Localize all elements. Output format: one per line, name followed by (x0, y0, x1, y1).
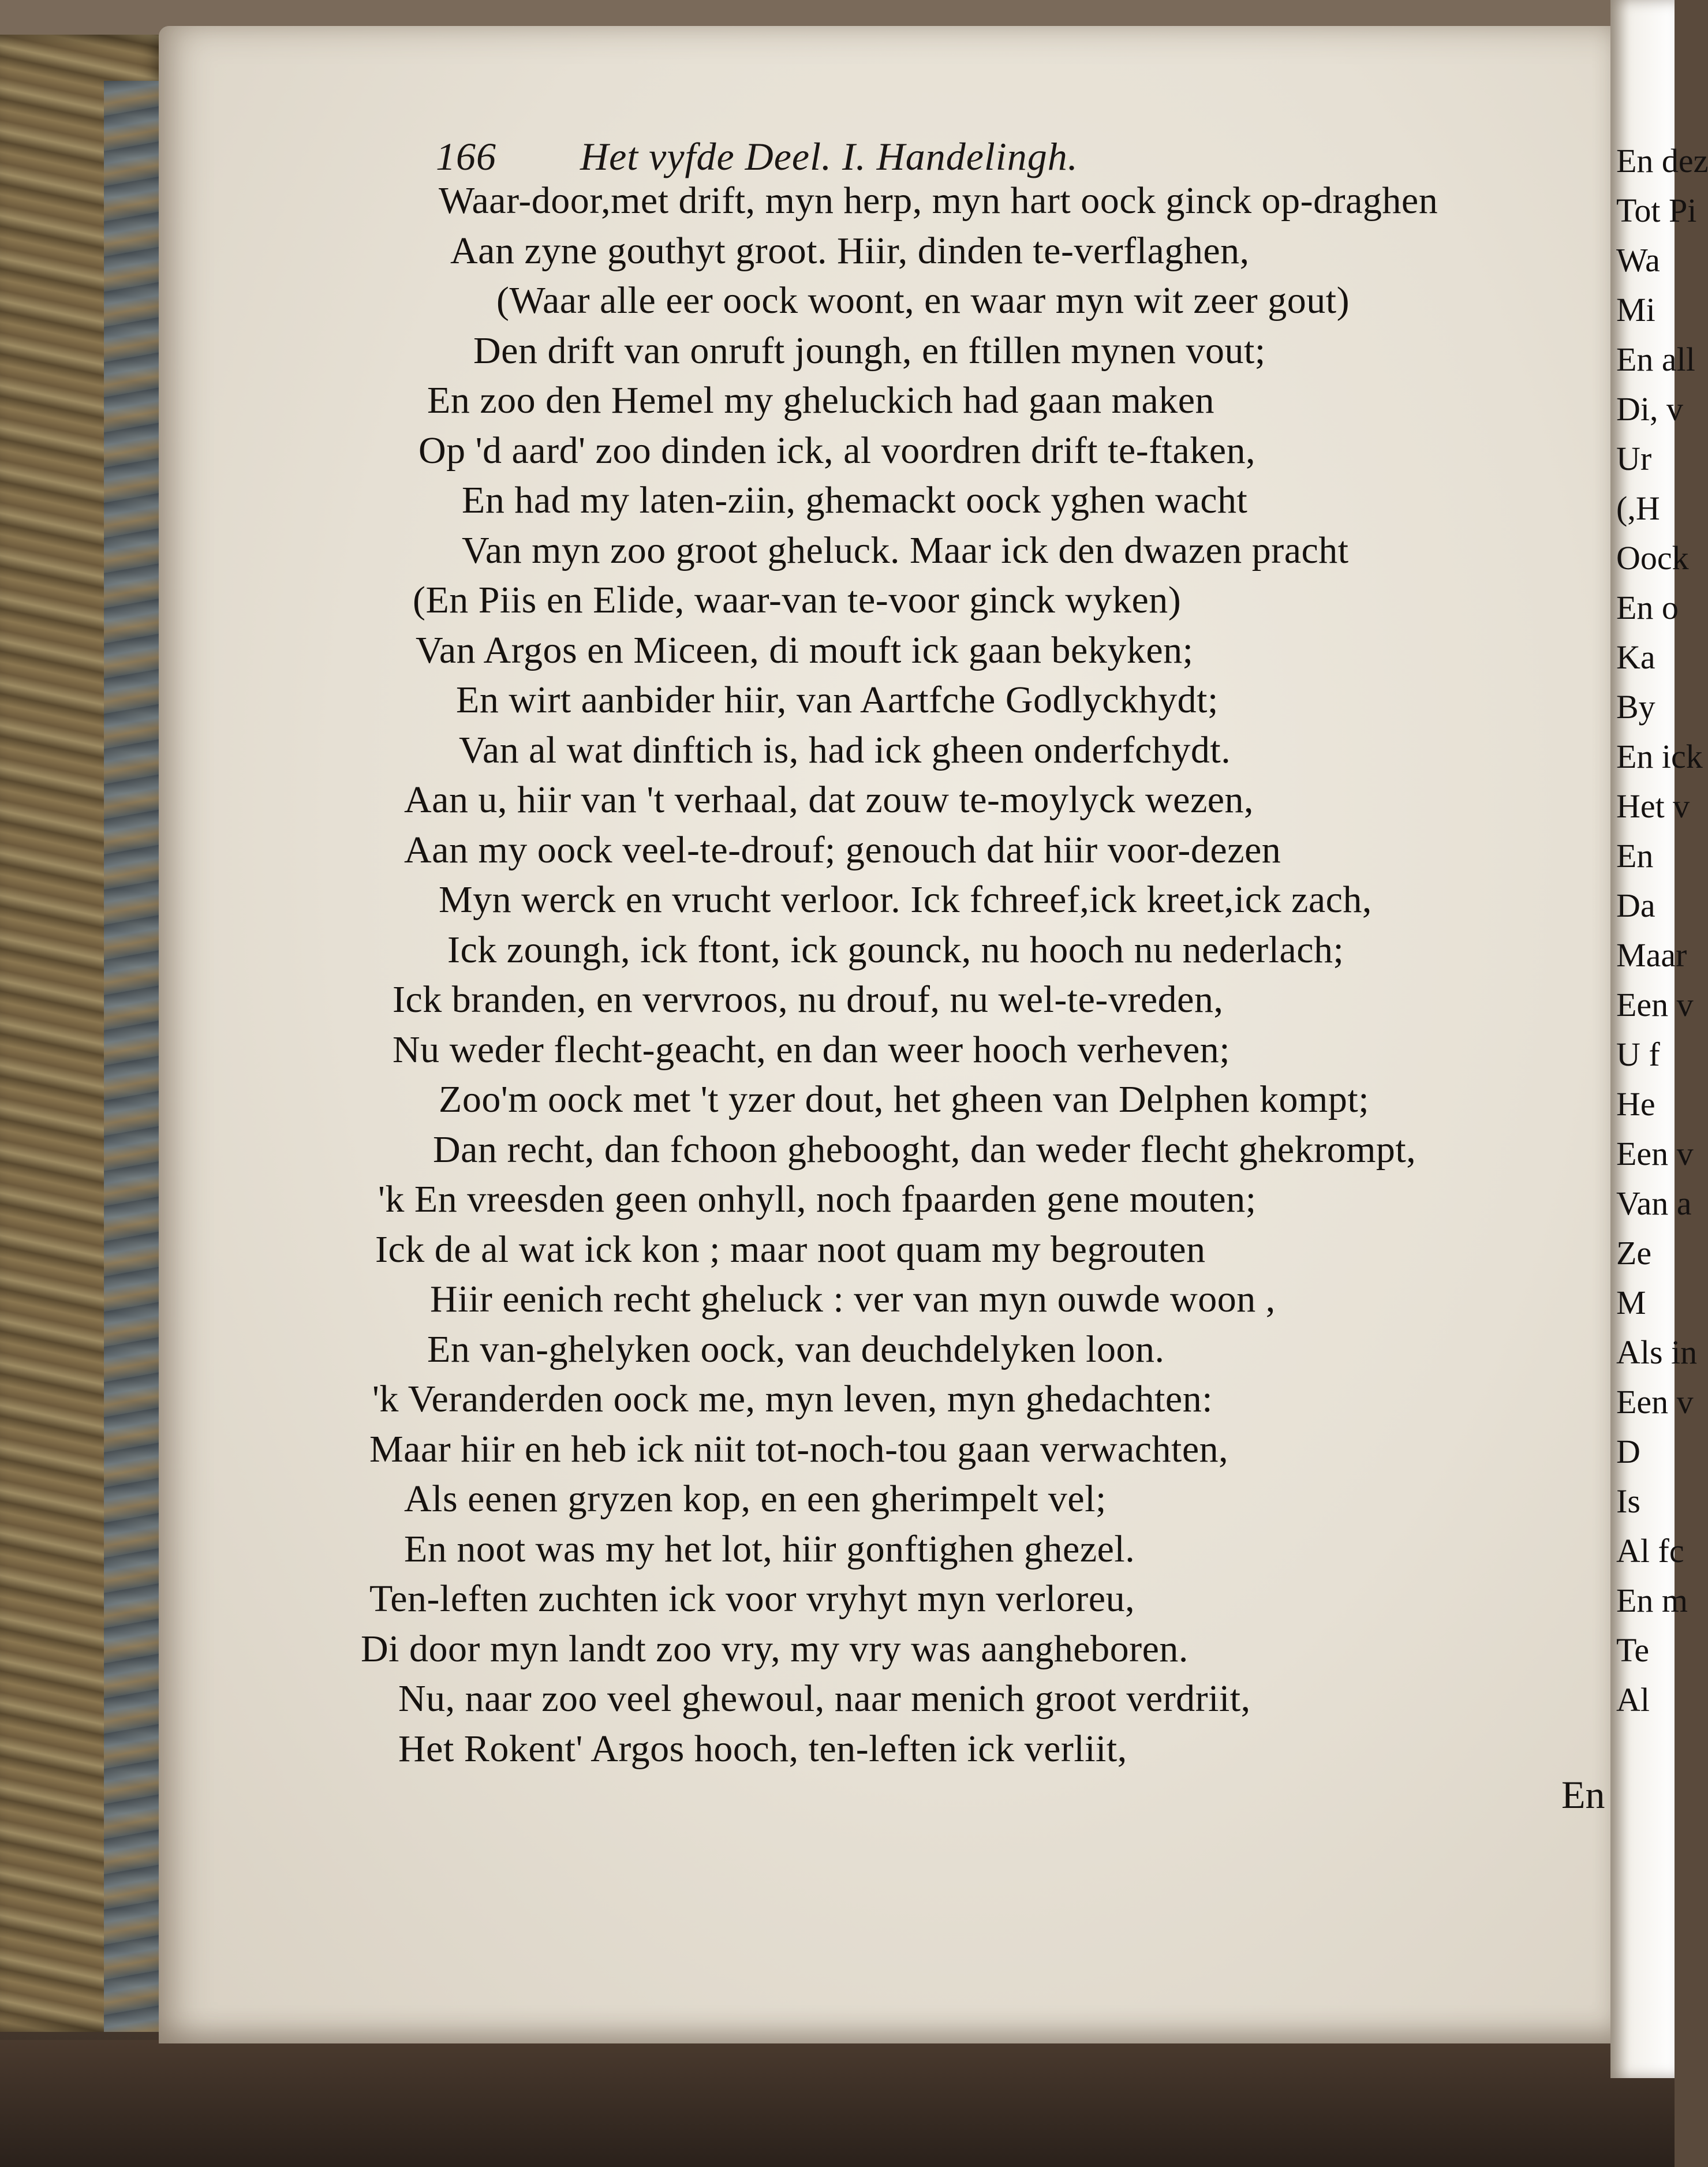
facing-page-line: Is (1616, 1482, 1640, 1520)
verse-line: 'k En vreesden geen onhyll, noch fpaarden gene mouten; (378, 1178, 1257, 1220)
verse-line: Waar-door,met drift, myn herp, myn hart oock ginck op-draghen (439, 180, 1438, 222)
facing-page-line: En (1616, 837, 1654, 875)
verse-line: Ten-leften zuchten ick voor vryhyt myn verloreu, (369, 1578, 1135, 1620)
book-binding-edge (0, 35, 167, 2032)
verse-line: Van al wat dinftich is, had ick gheen onderfchydt. (459, 728, 1231, 771)
verse-line: Van Argos en Miceen, di mouft ick gaan bekyken; (416, 629, 1194, 671)
verse-line: Di door myn landt zoo vry, my vry was aangheboren. (361, 1627, 1189, 1670)
facing-page-line: Maar (1616, 936, 1687, 974)
facing-page-line: U f (1616, 1036, 1660, 1073)
verse-line: Ick branden, en vervroos, nu drouf, nu wel-te-vreden, (393, 978, 1224, 1021)
verse-line: Den drift van onruft joungh, en ftillen mynen vout; (473, 329, 1266, 372)
facing-page-line: Ur (1616, 440, 1652, 477)
catchword: En (1561, 1773, 1605, 1817)
facing-page-line: Een v (1616, 1135, 1694, 1172)
verse-line: En zoo den Hemel my gheluckich had gaan maken (427, 379, 1215, 421)
book-bottom-edge (0, 2040, 1675, 2167)
facing-page-line: En dez (1616, 142, 1708, 180)
facing-page-line: Het v (1616, 787, 1690, 825)
verse-line: Myn werck en vrucht verloor. Ick fchreef,ick kreet,ick zach, (439, 879, 1372, 921)
facing-page-line: D (1616, 1433, 1640, 1470)
marbled-endpaper (104, 81, 167, 2032)
verse-line: Ick de al wat ick kon ; maar noot quam my begrouten (375, 1228, 1206, 1271)
verse-line: Maar hiir en heb ick niit tot-noch-tou gaan verwachten, (369, 1428, 1229, 1470)
facing-page-line: He (1616, 1085, 1655, 1123)
page-number: 166 (436, 134, 496, 178)
running-header (436, 134, 1302, 180)
verse-line: Nu, naar zoo veel ghewoul, naar menich groot verdriit, (398, 1677, 1251, 1720)
facing-page-line: En all (1616, 341, 1695, 378)
verse-line: Aan zyne gouthyt groot. Hiir, dinden te-verflaghen, (450, 229, 1250, 272)
facing-page-line: Als in (1616, 1333, 1698, 1371)
facing-page-line: Da (1616, 887, 1655, 924)
verse-line: Als eenen gryzen kop, en een gherimpelt vel; (404, 1478, 1107, 1520)
facing-page-line: (,H (1616, 490, 1660, 527)
verse-line: 'k Veranderden oock me, myn leven, myn ghedachten: (372, 1378, 1213, 1420)
facing-page-line: Ze (1616, 1234, 1652, 1272)
verse-line: En van-ghelyken oock, van deuchdelyken loon. (427, 1328, 1165, 1370)
facing-page-line: Al (1616, 1681, 1650, 1718)
facing-page-line: Te (1616, 1631, 1650, 1669)
verse-line: Hiir eenich recht gheluck : ver van myn ouwde woon , (430, 1278, 1276, 1320)
verse-line: En wirt aanbider hiir, van Aartfche Godlyckhydt; (456, 679, 1219, 721)
facing-page-line: Van a (1616, 1185, 1692, 1222)
facing-page-line: Ka (1616, 638, 1655, 676)
running-title: Het vyfde Deel. I. Handelingh. (580, 134, 1078, 178)
verse-line: Ick zoungh, ick ftont, ick gounck, nu hooch nu nederlach; (447, 928, 1344, 971)
facing-page-line: Wa (1616, 241, 1660, 279)
facing-page-line: En o (1616, 589, 1679, 626)
facing-page-line: Een v (1616, 986, 1694, 1023)
facing-page-line: Di, v (1616, 390, 1683, 428)
facing-page-line: En ick (1616, 738, 1703, 775)
facing-page-text (1616, 139, 1708, 1727)
facing-page-line: M (1616, 1284, 1646, 1321)
facing-page-line: En m (1616, 1582, 1688, 1619)
facing-page-line: Tot Pi (1616, 192, 1697, 229)
verse-line: Nu weder flecht-geacht, en dan weer hooch verheven; (393, 1028, 1231, 1071)
facing-page-line: By (1616, 688, 1655, 726)
verse-line: En had my laten-ziin, ghemackt oock yghen wacht (462, 479, 1248, 521)
verse-line: Aan u, hiir van 't verhaal, dat zouw te-moylyck wezen, (404, 779, 1254, 821)
facing-page-line: Een v (1616, 1383, 1694, 1421)
verse-line: Dan recht, dan fchoon ghebooght, dan weder flecht ghekrompt, (433, 1128, 1417, 1171)
verse-line: Zoo'm oock met 't yzer dout, het gheen van Delphen kompt; (439, 1078, 1370, 1120)
facing-page-line: Oock (1616, 539, 1689, 577)
facing-page-line: Al fc (1616, 1532, 1684, 1570)
verse-line: Op 'd aard' zoo dinden ick, al voordren drift te-ftaken, (418, 429, 1256, 472)
facing-page-line: Mi (1616, 291, 1655, 328)
verse-line: (En Piis en Elide, waar-van te-voor ginck wyken) (413, 579, 1182, 621)
verse-line: Aan my oock veel-te-drouf; genouch dat hiir voor-dezen (404, 828, 1281, 871)
verse-line: (Waar alle eer oock woont, en waar myn wit zeer gout) (496, 279, 1350, 322)
verse-line: Het Rokent' Argos hooch, ten-leften ick verliit, (398, 1727, 1127, 1770)
verse-line: Van myn zoo groot gheluck. Maar ick den dwazen pracht (462, 529, 1349, 571)
verse-line: En noot was my het lot, hiir gonftighen ghezel. (404, 1527, 1135, 1570)
